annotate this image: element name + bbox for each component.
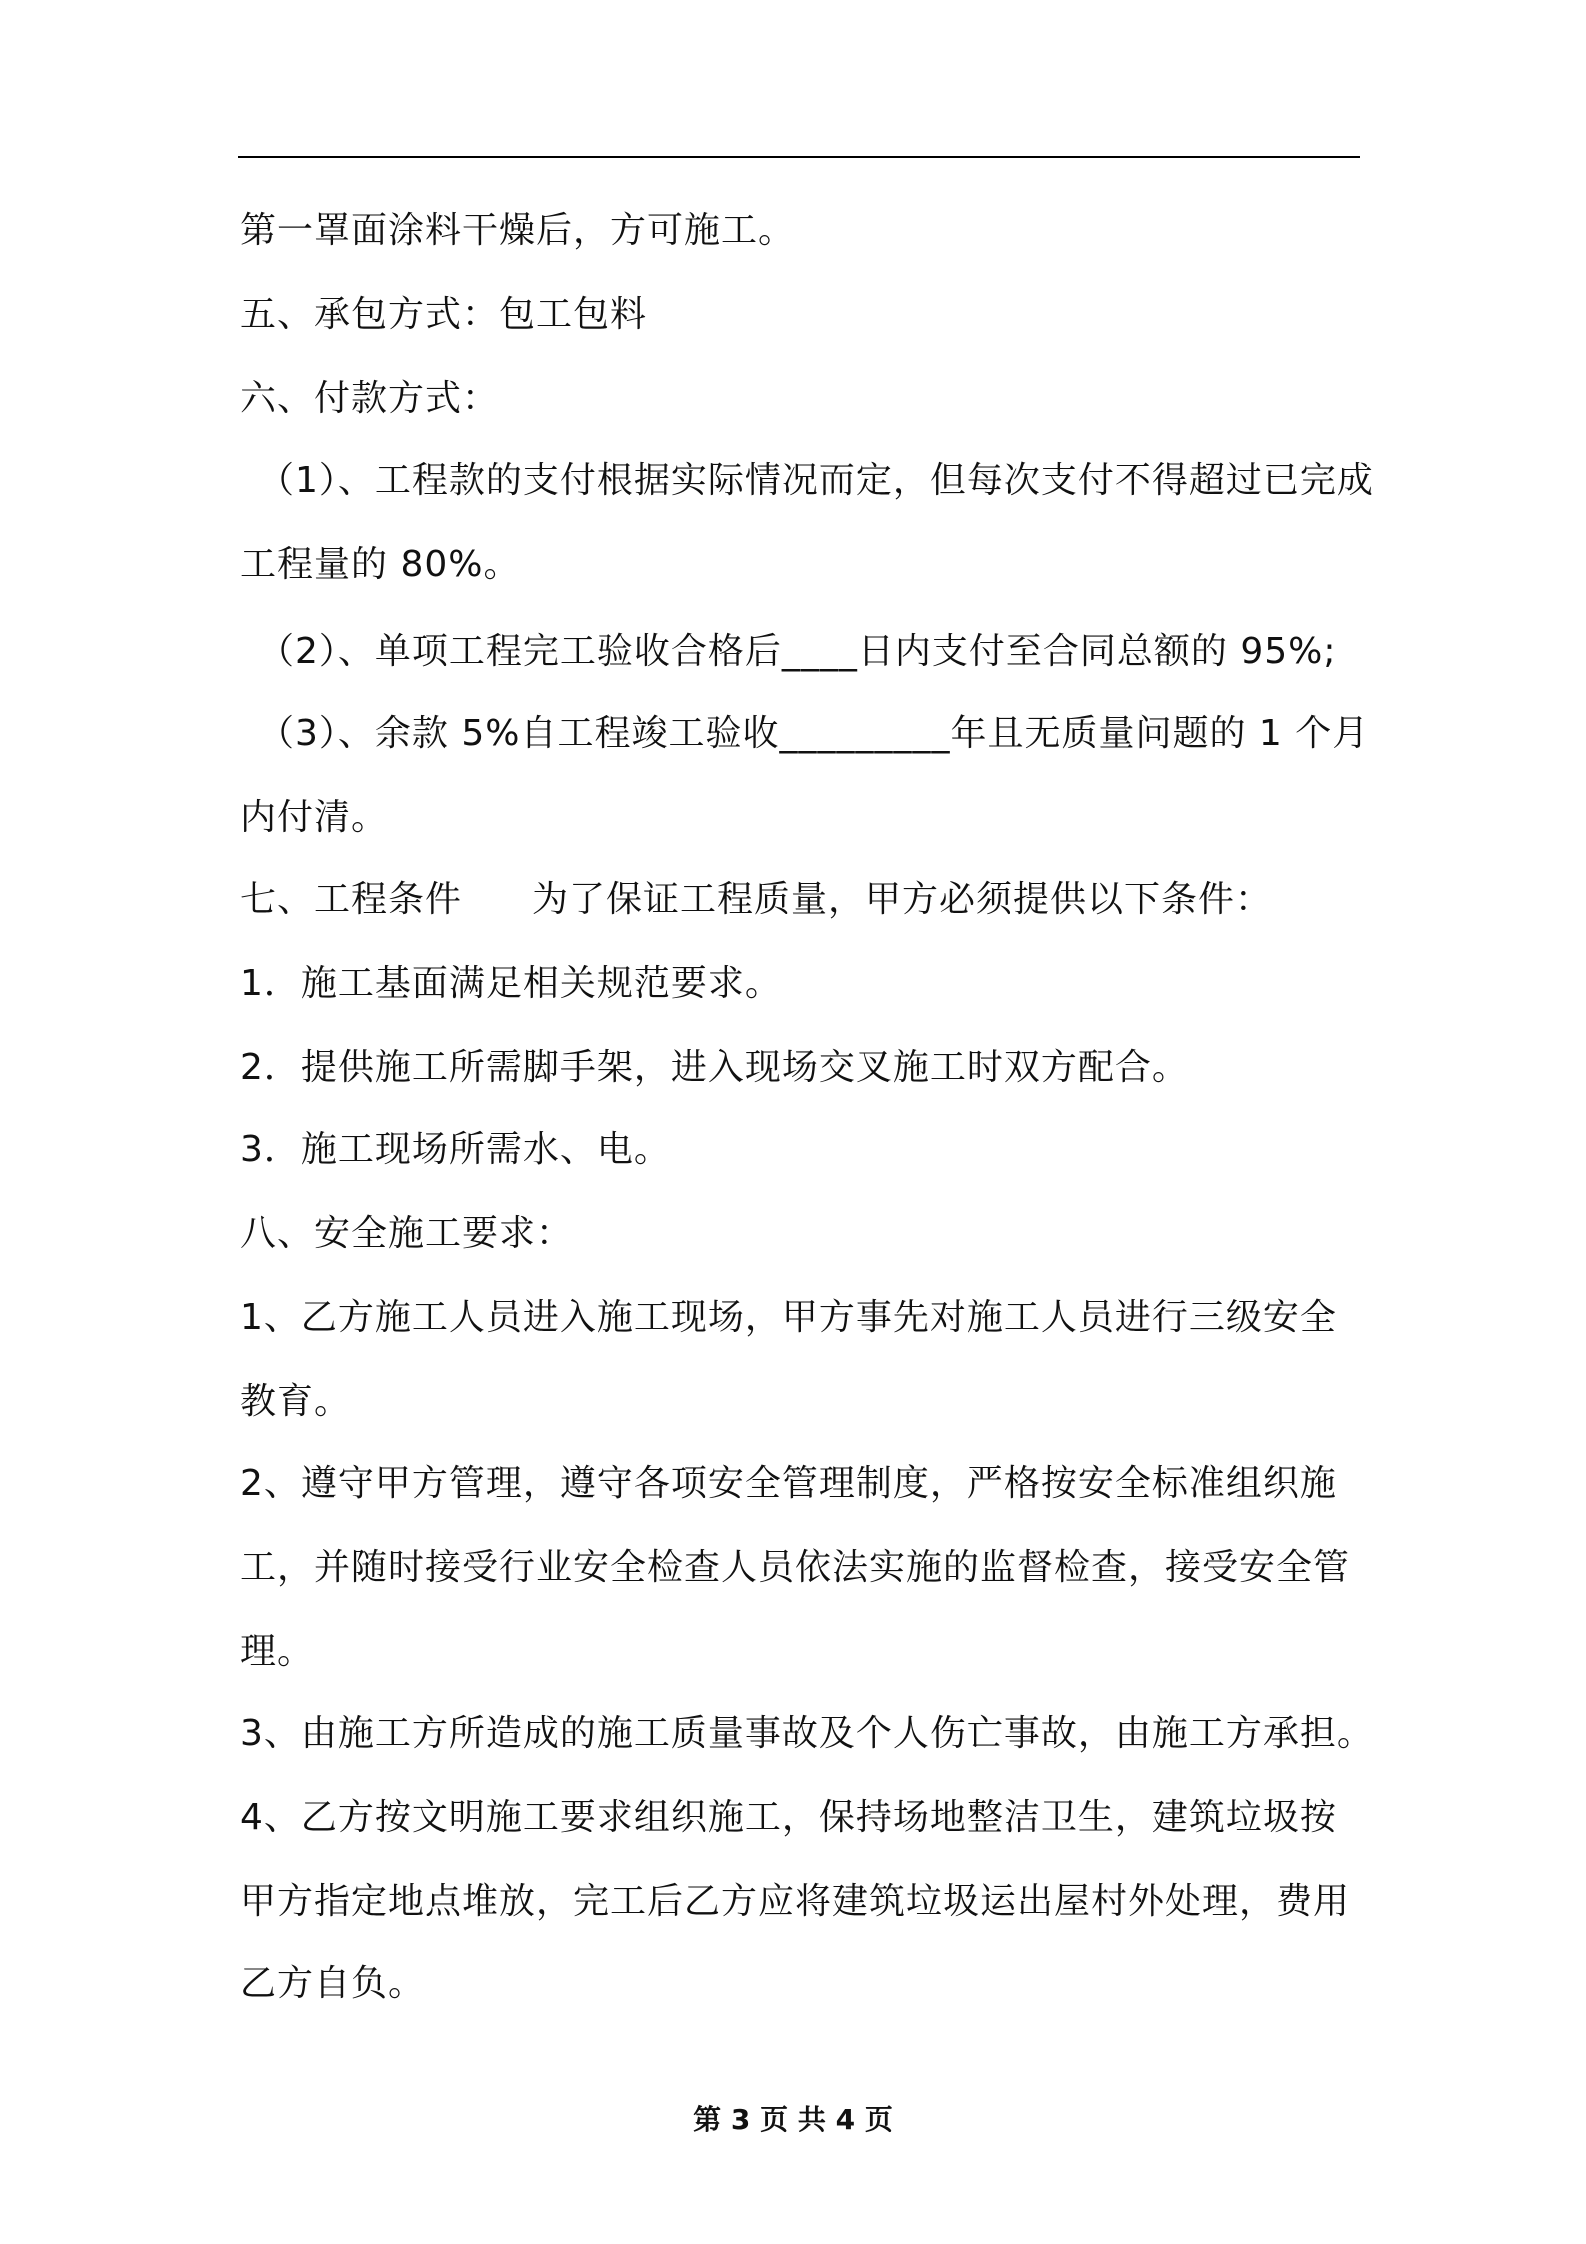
text-line: 理。 [240, 1631, 315, 1672]
text-line: 教育。 [240, 1381, 352, 1422]
safety-item-1: 1、乙方施工人员进入施工现场，甲方事先对施工人员进行三级安全 [240, 1297, 1337, 1338]
payment-item-2: （2）、单项工程完工验收合格后____日内支付至合同总额的 95%; [258, 631, 1337, 672]
page-footer: 第 3 页 共 4 页 [693, 2103, 893, 2136]
section-heading-7-row [240, 878, 1272, 922]
text-line: 乙方自负。 [240, 1963, 426, 2004]
safety-item-3: 3、由施工方所造成的施工质量事故及个人伤亡事故，由施工方承担。 [240, 1713, 1374, 1754]
section-7-intro: 为了保证工程质量，甲方必须提供以下条件： [532, 879, 1273, 920]
text-line: 第一罩面涂料干燥后，方可施工。 [240, 210, 796, 251]
text-line: 工程量的 80%。 [240, 544, 521, 585]
condition-item-3: 3．施工现场所需水、电。 [240, 1129, 671, 1170]
safety-item-2: 2、遵守甲方管理，遵守各项安全管理制度，严格按安全标准组织施 [240, 1463, 1337, 1504]
condition-item-1: 1．施工基面满足相关规范要求。 [240, 963, 782, 1004]
section-heading-7: 七、工程条件 [240, 879, 463, 920]
text-line: 内付清。 [240, 797, 389, 838]
text-line: 工，并随时接受行业安全检查人员依法实施的监督检查，接受安全管 [240, 1547, 1351, 1588]
section-heading-6: 六、付款方式： [240, 378, 500, 419]
text-line: 甲方指定地点堆放，完工后乙方应将建筑垃圾运出屋村外处理，费用 [240, 1881, 1351, 1922]
safety-item-4: 4、乙方按文明施工要求组织施工，保持场地整洁卫生，建筑垃圾按 [240, 1797, 1337, 1838]
payment-item-1: （1）、工程款的支付根据实际情况而定，但每次支付不得超过已完成 [258, 460, 1374, 501]
section-heading-5: 五、承包方式：包工包料 [240, 294, 648, 335]
section-heading-8: 八、安全施工要求： [240, 1213, 574, 1254]
payment-item-3: （3）、余款 5%自工程竣工验收_________年且无质量问题的 1 个月 [258, 713, 1370, 754]
header-rule [238, 156, 1360, 158]
condition-item-2: 2．提供施工所需脚手架，进入现场交叉施工时双方配合。 [240, 1047, 1189, 1088]
